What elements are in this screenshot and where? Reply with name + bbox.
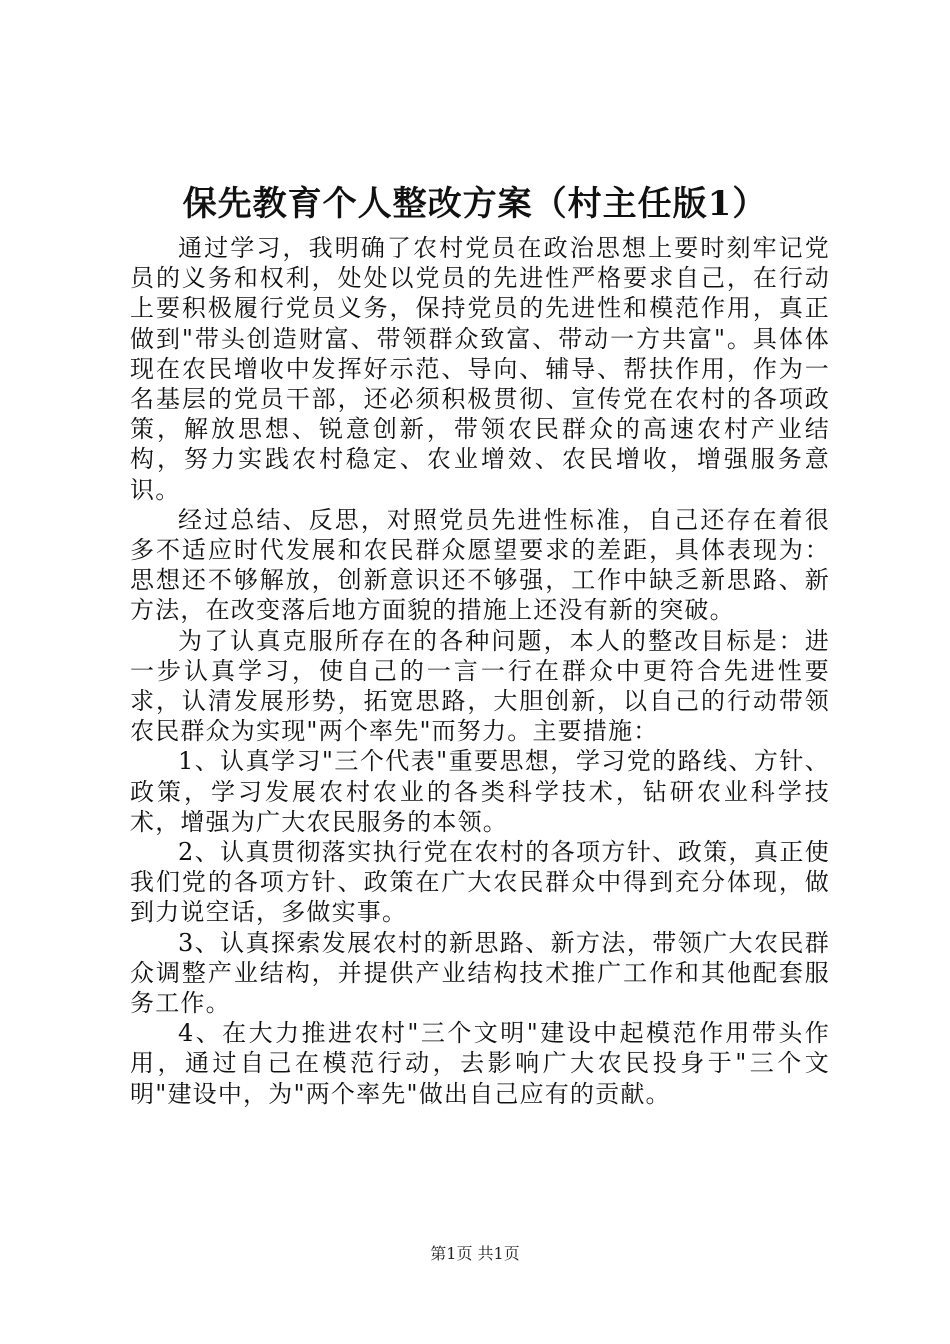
- paragraph-measure-4: 4、在大力推进农村"三个文明"建设中起模范作用带头作用，通过自己在模范行动，去影响广大农民投身于"三个文明"建设中，为"两个率先"做出自己应有的贡献。: [130, 1019, 830, 1108]
- document-title: 保先教育个人整改方案（村主任版1）: [182, 184, 768, 224]
- paragraph-shortcomings: 经过总结、反思，对照党员先进性标准，自己还存在着很多不适应时代发展和农民群众愿望要求的差距，具体表现为：思想还不够解放，创新意识还不够强，工作中缺乏新思路、新方法，在改变落后地方面貌的措施上还没有新的突破。: [130, 505, 830, 625]
- page-number: 第1页 共1页: [430, 1244, 520, 1263]
- document-body: [130, 233, 830, 1109]
- paragraph-intro: 通过学习，我明确了农村党员在政治思想上要时刻牢记党员的义务和权利，处处以党员的先进性严格要求自己，在行动上要积极履行党员义务，保持党员的先进性和模范作用，真正做到"带头创造财富、带领群众致富、带动一方共富"。具体体现在农民增收中发挥好示范、导向、辅导、帮扶作用，作为一名基层的党员干部，还必须积极贯彻、宣传党在农村的各项政策，解放思想、锐意创新，带领农民群众的高速农村产业结构，努力实践农村稳定、农业增效、农民增收，增强服务意识。: [130, 234, 830, 504]
- paragraph-goals: 为了认真克服所存在的各种问题，本人的整改目标是：进一步认真学习，使自己的一言一行在群众中更符合先进性要求，认清发展形势，拓宽思路，大胆创新，以自己的行动带领农民群众为实现"两个率先"而努力。主要措施：: [130, 626, 830, 746]
- paragraph-measure-1: 1、认真学习"三个代表"重要思想，学习党的路线、方针、政策，学习发展农村农业的各类科学技术，钻研农业科学技术，增强为广大农民服务的本领。: [130, 747, 830, 836]
- paragraph-measure-2: 2、认真贯彻落实执行党在农村的各项方针、政策，真正使我们党的各项方针、政策在广大农民群众中得到充分体现，做到力说空话，多做实事。: [130, 838, 830, 927]
- paragraph-measure-3: 3、认真探索发展农村的新思路、新方法，带领广大农民群众调整产业结构，并提供产业结构技术推广工作和其他配套服务工作。: [130, 928, 830, 1018]
